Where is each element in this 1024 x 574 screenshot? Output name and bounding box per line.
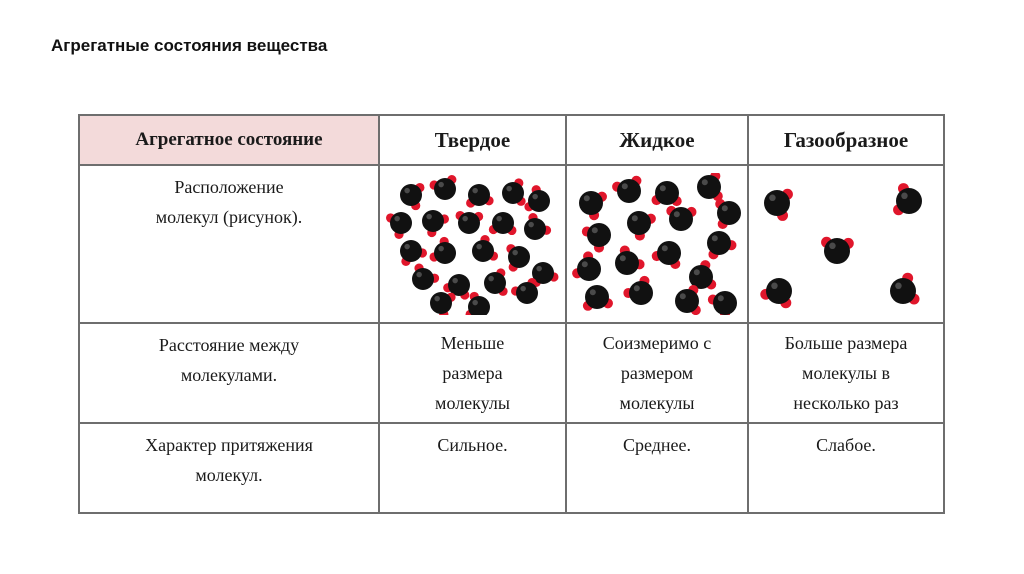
molecule-icon	[579, 191, 607, 220]
cell-liquid-attraction: Среднее.	[566, 423, 748, 513]
header-solid: Твердое	[379, 115, 566, 165]
molecule-icon	[422, 210, 449, 237]
molecule-icon	[429, 237, 455, 264]
liquid-molecules-image	[569, 173, 745, 315]
molecule-icon	[615, 246, 645, 275]
molecule-icon	[466, 184, 494, 208]
row-label-distance: Расстояние между молекулами.	[79, 323, 379, 423]
molecule-icon	[675, 285, 701, 315]
molecule-icon	[430, 292, 456, 315]
row-label-attraction: Характер притяжения молекул.	[79, 423, 379, 513]
molecule-icon	[623, 276, 653, 305]
cell-solid-distance: Меньше размера молекулы	[379, 323, 566, 423]
molecule-icon	[524, 213, 551, 240]
table-row-attraction	[79, 423, 944, 513]
molecule-icon	[627, 211, 656, 241]
molecule-icon	[764, 189, 793, 221]
molecule-icon	[893, 183, 922, 215]
molecule-icon	[385, 212, 411, 239]
molecule-icon	[715, 199, 741, 229]
cell-liquid-picture	[566, 165, 748, 323]
page-title: Агрегатные состояния вещества	[51, 36, 328, 55]
table-row-arrangement	[79, 165, 944, 323]
molecule-icon	[583, 285, 613, 311]
states-table	[78, 114, 945, 514]
molecule-icon	[502, 178, 526, 206]
molecule-icon	[697, 173, 723, 201]
solid-molecules-image	[383, 173, 563, 315]
molecule-icon	[484, 268, 508, 296]
header-liquid: Жидкое	[566, 115, 748, 165]
molecule-icon	[760, 278, 792, 308]
molecule-icon	[455, 211, 483, 234]
cell-gas-attraction: Слабое.	[748, 423, 944, 513]
molecule-icon	[400, 183, 424, 210]
molecule-icon	[511, 278, 538, 304]
cell-solid-attraction: Сильное.	[379, 423, 566, 513]
molecule-icon	[524, 185, 550, 212]
molecule-icon	[400, 240, 427, 266]
table-header-row	[79, 115, 944, 165]
gas-molecules-image	[751, 173, 941, 315]
molecule-icon	[707, 231, 736, 259]
header-gas: Газообразное	[748, 115, 944, 165]
molecule-icon	[821, 237, 854, 264]
molecule-icon	[412, 264, 439, 290]
molecule-icon	[666, 206, 696, 231]
molecule-icon	[429, 175, 456, 200]
row-label-arrangement: Расположение молекул (рисунок).	[79, 165, 379, 323]
molecule-icon	[652, 181, 682, 206]
molecule-icon	[572, 251, 601, 281]
molecule-icon	[689, 260, 716, 289]
molecule-icon	[708, 291, 737, 315]
cell-liquid-distance: Соизмеримо с размером молекулы	[566, 323, 748, 423]
molecule-icon	[472, 235, 498, 262]
cell-solid-picture	[379, 165, 566, 323]
molecule-icon	[488, 212, 516, 235]
table-row-distance	[79, 323, 944, 423]
cell-gas-picture	[748, 165, 944, 323]
molecule-icon	[890, 273, 920, 305]
header-state: Агрегатное состояние	[79, 115, 379, 165]
cell-gas-distance: Больше размера молекулы в несколько раз	[748, 323, 944, 423]
molecule-icon	[582, 223, 611, 253]
molecule-icon	[652, 241, 681, 269]
molecule-icon	[506, 244, 530, 272]
molecule-icon	[612, 176, 641, 203]
